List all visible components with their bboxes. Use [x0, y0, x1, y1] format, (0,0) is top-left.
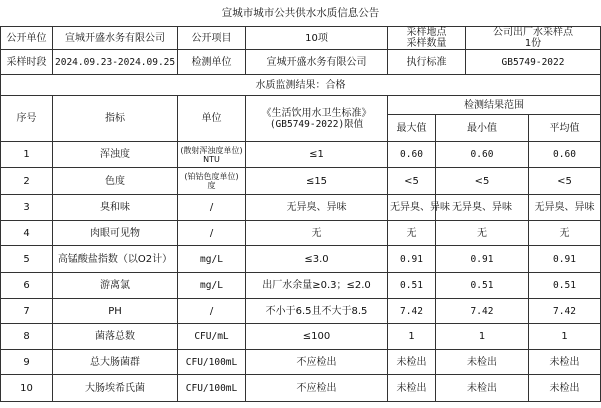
label-sampling-period: 采样时段	[1, 50, 53, 75]
label-unit: 公开单位	[1, 27, 53, 50]
row-min: 0.91	[436, 246, 529, 273]
row-min: 0.60	[436, 142, 529, 168]
row-limit: ≤3.0	[246, 246, 388, 273]
row-unit: /	[178, 195, 246, 221]
row-avg: 7.42	[529, 299, 601, 324]
row-no: 4	[1, 221, 53, 246]
row-no: 8	[1, 324, 53, 350]
row-min: 无异臭、异味	[436, 195, 529, 221]
table-row	[1, 246, 601, 273]
limit-header-line2: (GB5749-2022)限值	[269, 118, 364, 130]
row-no: 3	[1, 195, 53, 221]
sampling-site-value-line2: 1份	[524, 38, 542, 49]
table-row	[1, 299, 601, 324]
row-limit: 不小于6.5且不大于8.5	[246, 299, 388, 324]
row-limit: ≤15	[246, 168, 388, 195]
row-no: 7	[1, 299, 53, 324]
row-no: 1	[1, 142, 53, 168]
limit-header-line1: 《生活饮用水卫生标准》	[261, 107, 372, 119]
row-limit: 无	[246, 221, 388, 246]
row-max: 1	[388, 324, 436, 350]
value-testing-unit: 宣城开盛水务有限公司	[246, 50, 388, 75]
row-limit: ≤1	[246, 142, 388, 168]
info-row-2	[1, 50, 601, 75]
col-header-avg: 平均值	[529, 115, 601, 142]
row-limit: 不应检出	[246, 350, 388, 375]
sampling-site-line2: 采样数量	[406, 38, 447, 49]
row-no: 6	[1, 273, 53, 299]
row-indicator: 高锰酸盐指数（以O2计）	[53, 246, 178, 273]
row-unit	[178, 142, 246, 168]
row-limit: 不应检出	[246, 375, 388, 402]
page-title: 宣城市城市公共供水水质信息公告	[221, 6, 380, 19]
row-unit: CFU/100mL	[178, 375, 246, 402]
value-sampling-period: 2024.09.23-2024.09.25	[53, 50, 178, 75]
table-row	[1, 168, 601, 195]
row-avg: 1	[529, 324, 601, 350]
row-max: <5	[388, 168, 436, 195]
col-header-range: 检测结果范围	[388, 96, 601, 115]
row-avg: 未检出	[529, 375, 601, 402]
row-max: 7.42	[388, 299, 436, 324]
row-unit: /	[178, 221, 246, 246]
row-indicator: 肉眼可见物	[53, 221, 178, 246]
col-header-max: 最大值	[388, 115, 436, 142]
row-max: 未检出	[388, 350, 436, 375]
row-unit-line1: (散射浑浊度单位)	[180, 145, 243, 155]
value-sampling-site	[466, 27, 601, 50]
value-standard: GB5749-2022	[466, 50, 601, 75]
label-standard: 执行标准	[388, 50, 466, 75]
row-max: 0.60	[388, 142, 436, 168]
row-indicator: 总大肠菌群	[53, 350, 178, 375]
table-row	[1, 324, 601, 350]
row-min: 未检出	[436, 375, 529, 402]
label-project: 公开项目	[178, 27, 246, 50]
row-avg: <5	[529, 168, 601, 195]
row-max: 0.91	[388, 246, 436, 273]
col-header-no: 序号	[1, 96, 53, 142]
row-unit: mg/L	[178, 273, 246, 299]
row-avg: 无异臭、异味	[529, 195, 601, 221]
table-row	[1, 195, 601, 221]
row-limit: ≤100	[246, 324, 388, 350]
row-min: 7.42	[436, 299, 529, 324]
row-max: 0.51	[388, 273, 436, 299]
table-row	[1, 350, 601, 375]
table-row	[1, 142, 601, 168]
row-unit: CFU/100mL	[178, 350, 246, 375]
row-min: <5	[436, 168, 529, 195]
row-no: 10	[1, 375, 53, 402]
sampling-site-value-line1: 公司出厂水采样点	[493, 27, 573, 38]
row-avg: 0.51	[529, 273, 601, 299]
row-min: 无	[436, 221, 529, 246]
row-unit: CFU/mL	[178, 324, 246, 350]
col-header-min: 最小值	[436, 115, 529, 142]
row-min: 1	[436, 324, 529, 350]
row-limit: 无异臭、异味	[246, 195, 388, 221]
row-unit-line1: (铂钴色度单位)	[184, 172, 239, 181]
row-indicator: 游离氯	[53, 273, 178, 299]
value-project: 10项	[246, 27, 388, 50]
row-limit: 出厂水余量≥0.3；≤2.0	[246, 273, 388, 299]
row-indicator: 大肠埃希氏菌	[53, 375, 178, 402]
sampling-site-line1: 采样地点	[406, 27, 447, 38]
table-row	[1, 273, 601, 299]
title-row	[1, 0, 601, 27]
header-row-1	[1, 96, 601, 115]
row-max: 无异臭、异味	[388, 195, 436, 221]
row-unit-line2: NTU	[203, 154, 220, 164]
row-min: 0.51	[436, 273, 529, 299]
col-header-limit	[246, 96, 388, 142]
table-row	[1, 221, 601, 246]
row-indicator: 浑浊度	[53, 142, 178, 168]
row-no: 9	[1, 350, 53, 375]
value-unit: 宣城开盛水务有限公司	[53, 27, 178, 50]
row-unit: /	[178, 299, 246, 324]
row-max: 无	[388, 221, 436, 246]
row-indicator: 色度	[53, 168, 178, 195]
row-indicator: 臭和味	[53, 195, 178, 221]
col-header-unit: 单位	[178, 96, 246, 142]
row-avg: 0.60	[529, 142, 601, 168]
table-row	[1, 375, 601, 402]
row-no: 5	[1, 246, 53, 273]
monitoring-result: 水质监测结果：合格	[1, 75, 601, 96]
row-indicator: PH	[53, 299, 178, 324]
row-avg: 未检出	[529, 350, 601, 375]
row-no: 2	[1, 168, 53, 195]
row-indicator: 菌落总数	[53, 324, 178, 350]
row-max: 未检出	[388, 375, 436, 402]
info-row-1	[1, 27, 601, 50]
row-avg: 0.91	[529, 246, 601, 273]
row-unit: mg/L	[178, 246, 246, 273]
row-unit	[178, 168, 246, 195]
col-header-indicator: 指标	[53, 96, 178, 142]
label-sampling-site	[388, 27, 466, 50]
row-unit-line2: 度	[207, 181, 216, 190]
result-row	[1, 75, 601, 96]
row-min: 未检出	[436, 350, 529, 375]
row-avg: 无	[529, 221, 601, 246]
label-testing-unit: 检测单位	[178, 50, 246, 75]
